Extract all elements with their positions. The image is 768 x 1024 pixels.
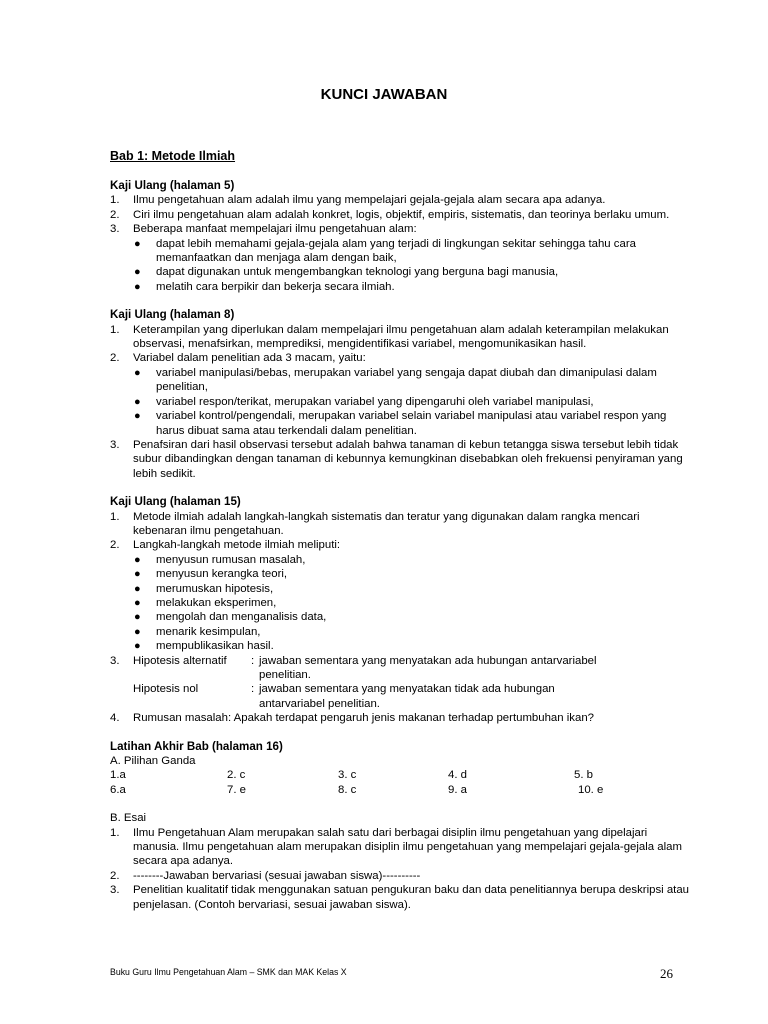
bullet-icon: ● [134, 395, 141, 408]
bullet-icon: ● [134, 366, 141, 379]
bullet-text: melakukan eksperimen, [156, 596, 277, 609]
section-kaji-ulang-15 [110, 495, 690, 726]
hipotesis-definition: jawaban sementara yang menyatakan ada hubungan antarvariabel [259, 654, 597, 667]
item-number: 3. [110, 438, 120, 451]
bullet-item [133, 625, 690, 639]
list-item [110, 438, 690, 481]
hipotesis-alternatif-row [133, 654, 690, 668]
answer-key-body [110, 179, 690, 912]
item-text: Penafsiran dari hasil observasi tersebut adalah bahwa tanaman di kebun tetangga siswa tersebut lebih tidak subur dibandingkan dengan tanaman di kebunnya kemungkinan disebabkan oleh frekuensi penyiraman yang lebih sedikit. [133, 438, 683, 480]
item-text: --------Jawaban bervariasi (sesuai jawaban siswa)---------- [133, 869, 421, 882]
bullet-item [133, 553, 690, 567]
answer-cell: 5. b [574, 769, 593, 782]
bullet-text: variabel kontrol/pengendali, merupakan variabel selain variabel manipulasi atau variabel respon yang harus dibuat sama atau terkendali dalam penelitian. [156, 410, 667, 437]
bullet-text: variabel manipulasi/bebas, merupakan variabel yang sengaja dapat diubah dan dimanipulasi dalam penelitian, [156, 366, 657, 394]
bullet-item [133, 409, 690, 438]
item-number: 1. [110, 826, 120, 839]
item-text: Metode ilmiah adalah langkah-langkah sistematis dan teratur yang digunakan dalam rangka mencari kebenaran ilmu pengetahuan. [133, 510, 640, 537]
chapter-heading: Bab 1: Metode Ilmiah [110, 149, 236, 163]
answer-cell: 7. e [227, 783, 246, 796]
hipotesis-colon: : [251, 654, 255, 667]
bullet-icon: ● [134, 280, 141, 293]
list-item [110, 510, 690, 539]
bullet-text: melatih cara berpikir dan bekerja secara ilmiah. [156, 280, 395, 293]
bullet-item [133, 639, 690, 653]
hipotesis-definition-cont: antarvariabel penelitian. [259, 697, 380, 710]
hipotesis-label: Hipotesis alternatif [133, 654, 227, 667]
bullet-icon: ● [134, 266, 141, 279]
answer-cell: 4. d [448, 769, 467, 782]
bullet-item [133, 582, 690, 596]
item-number: 2. [110, 539, 120, 552]
bullet-icon: ● [134, 237, 141, 250]
answer-cell: 8. c [338, 783, 357, 796]
item-number: 2. [110, 208, 120, 221]
item-text: Penelitian kualitatif tidak menggunakan satuan pengukuran baku dan data penelitiannya berupa deskripsi atau penjelasan. (Contoh bervariasi, sesuai jawaban siswa). [133, 884, 690, 911]
footer-book-title: Buku Guru Ilmu Pengetahuan Alam – SMK dan MAK Kelas X [110, 967, 347, 978]
answer-cell: 6.a [110, 783, 126, 796]
item-number: 2. [110, 352, 120, 365]
esai-label: B. Esai [110, 812, 147, 825]
section-kaji-ulang-8 [110, 308, 690, 481]
list-item [110, 883, 690, 912]
item-number: 3. [110, 223, 120, 236]
answer-cell: 1.a [110, 769, 126, 782]
list-item [110, 869, 690, 883]
bullet-item [133, 265, 690, 279]
item-number: 1. [110, 323, 120, 336]
section-title: Kaji Ulang (halaman 15) [110, 495, 241, 509]
bullet-text: dapat lebih memahami gejala-gejala alam yang terjadi di lingkungan sekitar sehingga tahu cara memanfaatkan dan menjaga alam dengan baik, [156, 237, 636, 265]
hipotesis-colon: : [251, 683, 255, 696]
bullet-text: menarik kesimpulan, [156, 625, 261, 638]
bullet-text: mempublikasikan hasil. [156, 640, 274, 653]
bullet-item [133, 395, 690, 409]
item-number: 4. [110, 712, 120, 725]
item-text: Variabel dalam penelitian ada 3 macam, yaitu: [133, 352, 366, 365]
item-text: Langkah-langkah metode ilmiah meliputi: [133, 539, 341, 552]
section-title: Kaji Ulang (halaman 5) [110, 179, 235, 192]
item-number: 3. [110, 654, 120, 667]
bullet-icon: ● [134, 410, 141, 423]
bullet-icon: ● [134, 625, 141, 638]
hipotesis-definition: jawaban sementara yang menyatakan tidak ada hubungan [259, 683, 555, 696]
item-text: Beberapa manfaat mempelajari ilmu pengetahuan alam: [133, 223, 417, 236]
hipotesis-label: Hipotesis nol [133, 683, 199, 696]
bullet-item [133, 567, 690, 581]
bullet-icon: ● [134, 611, 141, 624]
list-item [110, 323, 690, 352]
bullet-icon: ● [134, 553, 141, 566]
item-text: Keterampilan yang diperlukan dalam mempelajari ilmu pengetahuan alam adalah keterampilan melakukan observasi, menafsirkan, memprediksi, mengidentifikasi variabel, mengomunikasikan hasil. [133, 323, 669, 351]
bullet-item [133, 610, 690, 624]
bullet-text: menyusun kerangka teori, [156, 568, 288, 581]
page-number: 26 [660, 966, 673, 981]
bullet-icon: ● [134, 568, 141, 581]
list-item [110, 208, 690, 222]
list-item [110, 711, 690, 725]
bullet-item [133, 596, 690, 610]
bullet-icon: ● [134, 640, 141, 653]
item-number: 2. [110, 869, 120, 882]
bullet-item [133, 280, 690, 294]
bullet-icon: ● [134, 582, 141, 595]
item-number: 1. [110, 510, 120, 523]
bullet-text: merumuskan hipotesis, [156, 582, 274, 595]
hipotesis-definition-cont: penelitian. [259, 669, 311, 681]
item-text: Ilmu pengetahuan alam adalah ilmu yang mempelajari gejala-gejala alam secara apa adanya. [133, 194, 606, 207]
answer-row [110, 768, 690, 782]
bullet-text: dapat digunakan untuk mengembangkan teknologi yang berguna bagi manusia, [156, 266, 559, 279]
bullet-text: menyusun rumusan masalah, [156, 553, 306, 566]
section-title: Latihan Akhir Bab (halaman 16) [110, 739, 283, 753]
list-item [110, 193, 690, 207]
bullet-icon: ● [134, 596, 141, 609]
list-item [110, 826, 690, 869]
section-latihan-akhir-bab [110, 740, 690, 912]
bullet-item [133, 366, 690, 395]
section-kaji-ulang-5 [110, 179, 690, 294]
item-number: 3. [110, 884, 120, 897]
item-text: Rumusan masalah: Apakah terdapat pengaruh jenis makanan terhadap pertumbuhan ikan? [133, 712, 594, 725]
bullet-text: mengolah dan menganalisis data, [156, 611, 327, 624]
page-title: KUNCI JAWABAN [320, 86, 448, 103]
answer-cell: 2. c [227, 769, 246, 782]
item-number: 1. [110, 194, 120, 207]
bullet-item [133, 237, 690, 266]
list-item [110, 538, 690, 653]
hipotesis-item [110, 654, 690, 712]
hipotesis-nol-row [133, 682, 690, 696]
list-item [110, 222, 690, 294]
answer-cell: 9. a [448, 783, 467, 796]
answer-cell: 3. c [338, 769, 357, 782]
list-item [110, 351, 690, 437]
answer-cell: 10. e [578, 783, 604, 796]
item-text: Ciri ilmu pengetahuan alam adalah konkret, logis, objektif, empiris, sistematis, dan teorinya berlaku umum. [133, 208, 670, 221]
section-title: Kaji Ulang (halaman 8) [110, 308, 235, 322]
pilihan-ganda-label: A. Pilihan Ganda [110, 755, 196, 768]
answer-row [110, 783, 690, 797]
bullet-text: variabel respon/terikat, merupakan variabel yang dipengaruhi oleh variabel manipulasi, [156, 395, 594, 408]
item-text: Ilmu Pengetahuan Alam merupakan salah satu dari berbagai disiplin ilmu pengetahuan yang dipelajari manusia. Ilmu pengetahuan alam merupakan disiplin ilmu pengetahuan yang mempelajari gejala-gejala alam secara apa adanya. [133, 826, 682, 868]
